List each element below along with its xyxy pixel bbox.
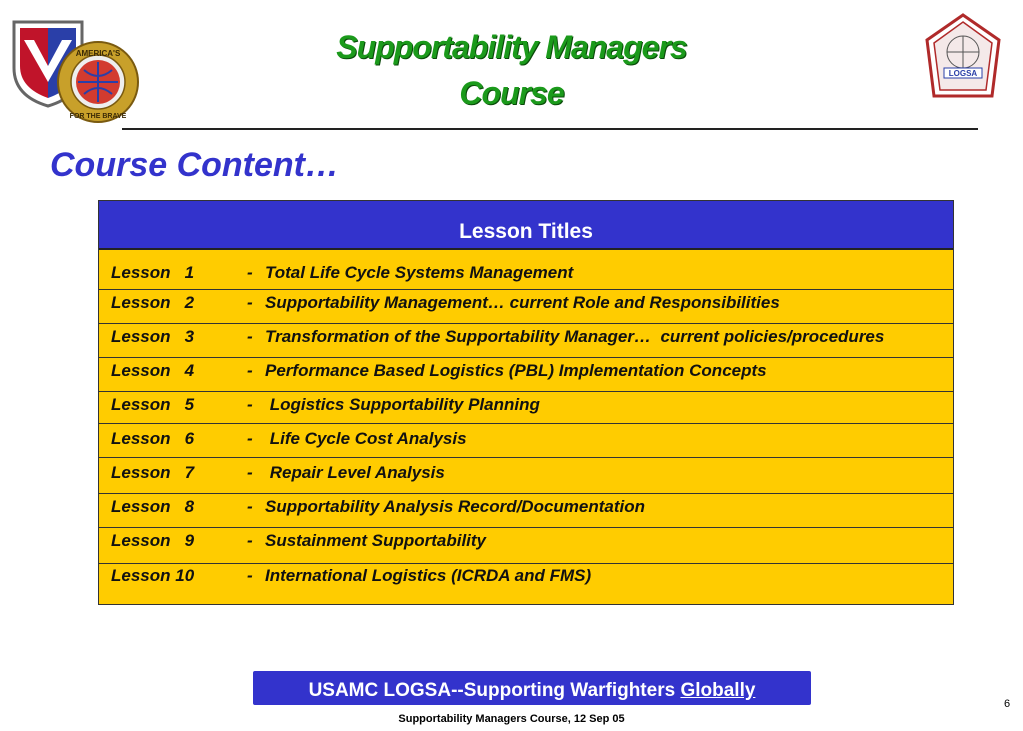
- footer-banner: [253, 671, 811, 705]
- lesson-dash: -: [247, 531, 253, 550]
- table-row: [111, 327, 884, 347]
- table-row: [111, 463, 445, 483]
- row-separator: [99, 493, 953, 494]
- table-row: [111, 395, 540, 415]
- lesson-table: [98, 200, 954, 605]
- lesson-number: Lesson 5: [111, 395, 195, 414]
- lesson-title: Repair Level Analysis: [265, 463, 445, 482]
- lesson-title: Supportability Analysis Record/Documentation: [265, 497, 646, 516]
- row-separator: [99, 391, 953, 392]
- course-title-line-2: Course: [459, 75, 564, 111]
- lesson-title: Total Life Cycle Systems Management: [265, 263, 574, 282]
- lesson-title: Supportability Management… current Role and Responsibilities: [265, 293, 780, 312]
- lesson-title: Life Cycle Cost Analysis: [265, 429, 467, 448]
- table-row: [111, 497, 645, 517]
- row-separator: [99, 527, 953, 528]
- row-separator: [99, 323, 953, 324]
- lesson-number: Lesson 2: [111, 293, 195, 312]
- row-separator: [99, 357, 953, 358]
- page-number: 6: [1004, 698, 1011, 710]
- footer-note: Supportability Managers Course, 12 Sep 05: [398, 713, 625, 725]
- lesson-dash: -: [247, 463, 253, 482]
- lesson-number: Lesson 7: [111, 463, 195, 482]
- row-separator: [99, 457, 953, 458]
- lesson-dash: -: [247, 293, 253, 312]
- logsa-badge-text: LOGSA: [948, 69, 978, 78]
- lesson-number: Lesson 1: [111, 263, 195, 282]
- lesson-dash: -: [247, 429, 253, 448]
- lesson-number: Lesson 10: [111, 566, 195, 585]
- lesson-number: Lesson 8: [111, 497, 195, 516]
- lesson-title: International Logistics (ICRDA and FMS): [265, 566, 592, 585]
- lesson-dash: -: [247, 497, 253, 516]
- row-separator: [99, 423, 953, 424]
- table-row: [111, 293, 780, 313]
- lesson-dash: -: [247, 361, 253, 380]
- table-row: [111, 263, 573, 283]
- table-header: Lesson Titles: [99, 201, 953, 250]
- lesson-title: Sustainment Supportability: [265, 531, 487, 550]
- row-separator: [99, 563, 953, 564]
- lesson-title: Logistics Supportability Planning: [265, 395, 540, 414]
- lesson-title: Transformation of the Supportability Manager… current policies/procedures: [265, 327, 885, 346]
- svg-text:FOR THE BRAVE: FOR THE BRAVE: [69, 113, 127, 120]
- lesson-dash: -: [247, 263, 253, 282]
- lesson-number: Lesson 9: [111, 531, 195, 550]
- lesson-dash: -: [247, 395, 253, 414]
- lesson-number: Lesson 6: [111, 429, 195, 448]
- row-separator: [99, 289, 953, 290]
- table-row: [111, 531, 486, 551]
- svg-text:AMERICA'S: AMERICA'S: [75, 49, 121, 58]
- footer-banner-text: USAMC LOGSA--Supporting Warfighters: [308, 680, 681, 701]
- table-row: [111, 361, 767, 381]
- header-divider: [122, 128, 978, 130]
- section-title: Course Content…: [50, 146, 339, 184]
- lesson-title: Performance Based Logistics (PBL) Implementation Concepts: [265, 361, 767, 380]
- footer-banner-emphasis: Globally: [680, 680, 756, 701]
- table-row: [111, 429, 467, 449]
- lesson-number: Lesson 4: [111, 361, 195, 380]
- table-row: [111, 566, 591, 586]
- lesson-dash: -: [247, 566, 253, 585]
- lesson-number: Lesson 3: [111, 327, 195, 346]
- lesson-dash: -: [247, 327, 253, 346]
- course-title-line-1: Supportability Managers: [336, 29, 687, 65]
